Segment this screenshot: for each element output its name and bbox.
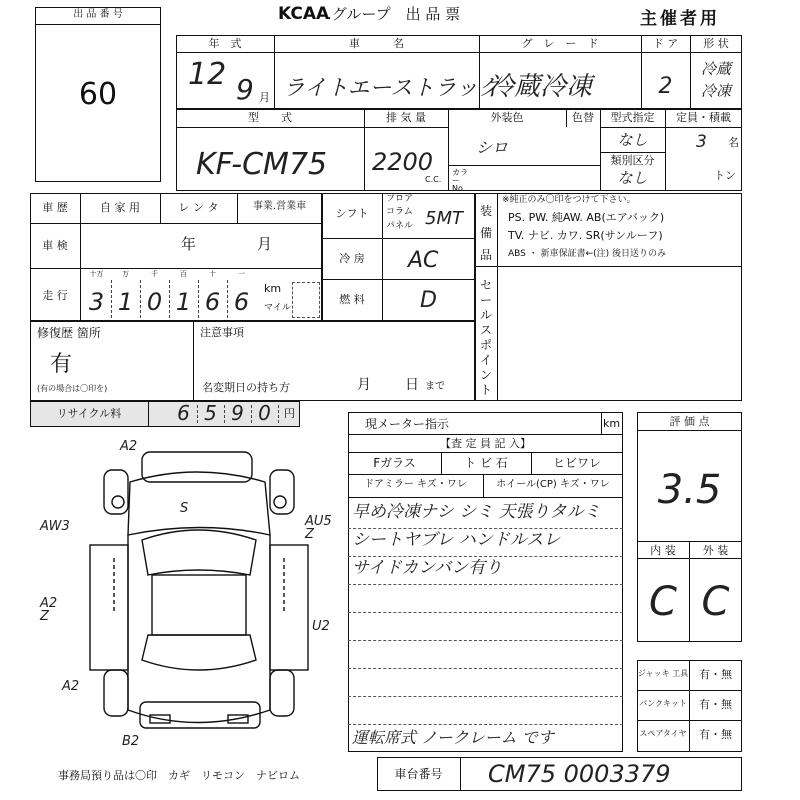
- tool-value: 有・無: [699, 668, 732, 681]
- meter-label: 現メーター指示: [365, 417, 450, 431]
- caution-label: 注意事項: [200, 326, 244, 339]
- diagram-mark: AU5 Z: [305, 514, 332, 542]
- glass-label: Fガラス: [373, 456, 416, 470]
- shift-label: シフト: [335, 207, 369, 220]
- note-line: [348, 724, 623, 725]
- chassis-value: CM75 0003379: [488, 760, 671, 788]
- fuel-value: D: [420, 288, 437, 313]
- deadline-month: 月: [357, 377, 371, 393]
- recycle-unit: 円: [284, 407, 295, 420]
- exterior-color-value: シロ: [476, 138, 509, 157]
- equipment-line-3: ABS ・ 新車保証書←(注) 後日送りのみ: [508, 249, 667, 259]
- tool-label: スペアタイヤ: [639, 729, 687, 738]
- repair-note: (有の場合は〇印を): [37, 384, 108, 393]
- mileage-unit-label: 十万: [89, 270, 104, 278]
- type-designation-label: 型式指定: [610, 111, 655, 124]
- interior-label: 内 装: [650, 544, 676, 557]
- color-change-label: 色替: [572, 111, 594, 124]
- mileage-digit: 1: [117, 288, 134, 316]
- lot-number-label: 出 品 番 号: [73, 9, 123, 20]
- model-value: KF-CM75: [196, 147, 328, 182]
- mileage-digit: 6: [233, 288, 250, 316]
- diagram-mark: A2: [62, 679, 80, 694]
- type-designation-value: なし: [617, 131, 648, 149]
- inspector-note: 早め冷凍ナシ シミ 天張りタルミ: [352, 502, 601, 522]
- mileage-label: 走 行: [42, 289, 68, 302]
- crack-label: ヒビワレ: [552, 456, 601, 470]
- displacement-label: 排 気 量: [386, 111, 426, 124]
- mileage-digit: 1: [175, 288, 192, 316]
- deadline-day: 日: [405, 377, 419, 393]
- grade-value: 冷蔵冷凍: [488, 72, 593, 102]
- ton-unit: トン: [714, 169, 736, 182]
- inspection-label: 車 検: [42, 239, 68, 252]
- shift-value: 5MT: [425, 208, 463, 229]
- sheet-title: .グループ 出 品 票: [327, 5, 461, 23]
- tool-value: 有・無: [699, 698, 732, 711]
- car-name-value: ライトエーストラック: [283, 76, 500, 101]
- mileage-digit: 6: [204, 288, 221, 316]
- shape-value: 冷蔵 冷凍: [700, 60, 731, 100]
- score-value: 3.5: [657, 467, 722, 513]
- category-value: なし: [617, 169, 648, 187]
- recycle-digit: 0: [258, 401, 271, 425]
- ac-label: 冷 房: [339, 252, 365, 265]
- mileage-divider: [169, 280, 170, 318]
- capacity-value: 3: [696, 132, 707, 152]
- brand-logo: KCAA: [278, 4, 330, 24]
- color-code-label: カラー No.: [452, 168, 468, 193]
- note-line: [348, 640, 623, 641]
- mileage-divider: [198, 280, 199, 318]
- equipment-label: 装 備 品: [480, 204, 493, 262]
- shape-label: 形 状: [703, 37, 729, 50]
- mileage-unit-label: 十: [209, 270, 216, 278]
- month-unit: 月: [259, 91, 270, 104]
- repair-value: 有: [50, 352, 73, 377]
- shift-floor-label: フロア: [386, 194, 414, 204]
- exterior-label: 外 装: [702, 544, 729, 557]
- model-label: 型 式: [248, 111, 292, 124]
- exterior-value: C: [701, 579, 730, 625]
- mileage-digit: 0: [146, 288, 163, 316]
- role-label: 主催者用: [640, 9, 720, 29]
- history-label: 車 歴: [42, 201, 68, 214]
- recycle-digit: 5: [204, 401, 217, 425]
- shift-column-label: コラム: [386, 207, 413, 217]
- equipment-line-2: TV. ナビ. カワ. SR(サンルーフ): [508, 229, 663, 242]
- ac-value: AC: [408, 248, 439, 273]
- recycle-divider: [278, 405, 279, 423]
- chassis-label: 車台番号: [394, 767, 443, 781]
- cc-unit: C.C.: [425, 175, 442, 184]
- month-value: 9: [236, 73, 254, 106]
- inspection-month-unit: 月: [257, 235, 273, 253]
- interior-value: C: [649, 579, 677, 625]
- equipment-note: ※純正のみ〇印をつけて下さい。: [502, 195, 636, 205]
- inspector-header: 【査 定 員 記 入】: [440, 437, 531, 450]
- diagram-mark: S: [180, 501, 189, 516]
- car-name-label: 車 名: [349, 37, 404, 50]
- tool-label: パンクキット: [639, 699, 687, 708]
- door-value: 2: [658, 74, 673, 99]
- repair-label: 修復歴 箇所: [37, 326, 101, 340]
- history-rental: レ ン タ: [178, 201, 219, 214]
- grade-label: グ レ ー ド: [521, 37, 599, 50]
- equipment-line-1: PS. PW. 純AW. AB(エアバック): [508, 211, 665, 224]
- wheel-label: ホイール(CP) キズ・ワレ: [496, 479, 610, 490]
- office-note: 事務局預り品は〇印 カギ リモコン ナビロム: [58, 769, 300, 782]
- mileage-unit-label: 千: [151, 270, 158, 278]
- diagram-mark: B2: [122, 734, 140, 749]
- mileage-unit-label: 一: [238, 270, 245, 278]
- lot-number-value: 60: [78, 77, 118, 112]
- exterior-color-label: 外装色: [490, 111, 524, 124]
- displacement-value: 2200: [372, 148, 434, 176]
- note-line: [348, 696, 623, 697]
- history-private: 自 家 用: [100, 201, 140, 214]
- tool-label: ジャッキ 工具: [637, 669, 689, 678]
- km-label: km: [264, 282, 282, 295]
- mileage-divider: [140, 280, 141, 318]
- meter-km-unit: km: [603, 417, 621, 430]
- mile-label: マイル: [264, 303, 291, 313]
- door-label: ド ア: [652, 37, 679, 50]
- year-value: 12: [188, 57, 227, 92]
- chip-label: ト ビ 石: [464, 456, 508, 470]
- capacity-unit: 名: [728, 136, 739, 149]
- capacity-label: 定員・積載: [676, 111, 731, 124]
- footer-note: 運転席式 ノークレーム です: [352, 728, 554, 747]
- mileage-unit-label: 万: [122, 270, 129, 278]
- deadline-suffix: まで: [425, 381, 445, 392]
- diagram-mark: AW3: [40, 519, 70, 534]
- mileage-digit: 3: [88, 288, 105, 316]
- inspector-note: シートヤブレ ハンドルスレ: [352, 530, 561, 550]
- category-label: 類別区分: [610, 154, 655, 167]
- year-label: 年 式: [208, 37, 242, 50]
- diagram-mark: A2: [120, 439, 138, 454]
- tool-value: 有・無: [699, 728, 732, 741]
- recycle-digit: 6: [177, 401, 190, 425]
- mile-checkbox: [292, 282, 320, 318]
- inspection-year-unit: 年: [181, 235, 197, 253]
- history-commercial: 事業.営業車: [252, 201, 307, 212]
- note-line: [348, 612, 623, 613]
- shift-panel-label: パネル: [386, 221, 414, 231]
- diagram-mark: U2: [312, 619, 330, 634]
- mileage-divider: [111, 280, 112, 318]
- note-line: [348, 528, 623, 529]
- mileage-divider: [227, 280, 228, 318]
- note-line: [348, 668, 623, 669]
- deadline-label: 名変期日の持ち方: [202, 381, 290, 394]
- note-line: [348, 556, 623, 557]
- note-line: [348, 584, 623, 585]
- diagram-mark: A2 Z: [40, 596, 58, 624]
- mileage-unit-label: 百: [180, 270, 187, 278]
- mirror-label: ドアミラー キズ・ワレ: [364, 479, 467, 490]
- car-diagram: [60, 440, 340, 750]
- sales-point-label: セールスポイント: [480, 278, 493, 397]
- recycle-label: リサイクル料: [56, 407, 122, 420]
- recycle-digit: 9: [231, 401, 244, 425]
- score-label: 評 価 点: [669, 415, 710, 428]
- fuel-label: 燃 料: [339, 293, 365, 306]
- inspector-note: サイドカンバン有り: [352, 558, 503, 578]
- tool-col-divider: [689, 660, 690, 752]
- equipment-block: [475, 193, 742, 401]
